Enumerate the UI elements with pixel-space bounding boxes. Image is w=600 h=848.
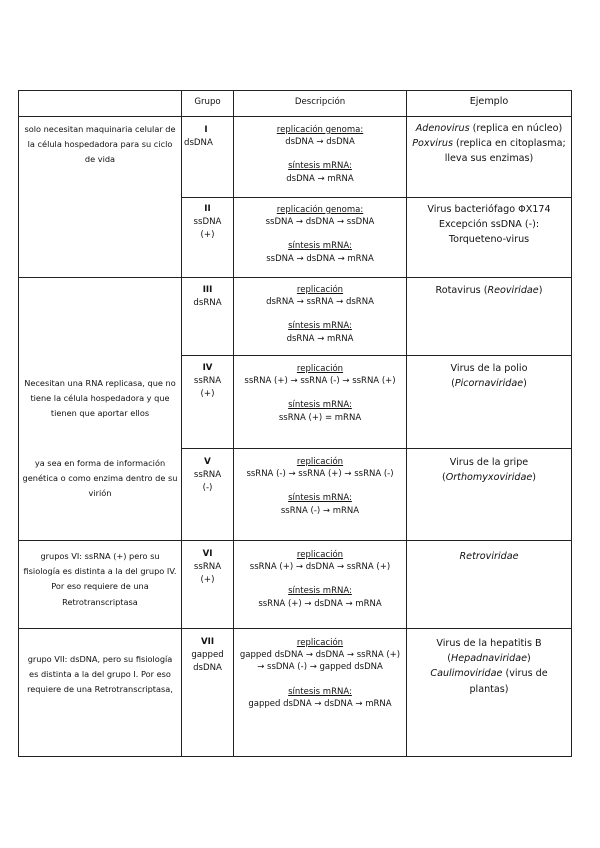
replication-title: replicación xyxy=(296,457,344,467)
mrna-synthesis-text: ssDNA → dsDNA → mRNA xyxy=(266,253,374,264)
group-sign: (+) xyxy=(200,389,215,399)
table-border-left xyxy=(18,90,19,757)
description-cell xyxy=(239,637,401,710)
replication-text: ssRNA (+) → ssRNA (-) → ssRNA (+) xyxy=(244,376,396,387)
example-text: ( xyxy=(451,378,455,390)
header-divider xyxy=(18,116,572,117)
example-italic: Retroviridae xyxy=(459,551,519,562)
example-cell xyxy=(410,455,568,485)
description-cell xyxy=(239,456,401,517)
replication-title: replicación genoma: xyxy=(276,125,364,135)
example-italic: Reoviridae xyxy=(487,285,539,296)
example-text: (virus de plantas) xyxy=(469,668,548,695)
example-italic: Hepadnaviridae xyxy=(451,653,527,665)
mrna-synthesis-title: síntesis mRNA: xyxy=(288,321,352,332)
example-cell xyxy=(410,636,568,697)
example-text: (replica en citoplasma; lleva sus enzimas) xyxy=(444,138,566,165)
mrna-synthesis-text: dsDNA → mRNA xyxy=(286,173,354,184)
group-cell xyxy=(182,456,233,495)
example-cell xyxy=(410,121,568,167)
replication-title: replicación xyxy=(296,638,344,648)
group-number: II xyxy=(204,204,211,214)
group-number: V xyxy=(204,457,211,467)
mrna-synthesis-text: gapped dsDNA → dsDNA → mRNA xyxy=(248,698,392,709)
mrna-synthesis-title: síntesis mRNA: xyxy=(288,686,352,697)
header-ejemplo: Ejemplo xyxy=(469,96,509,107)
example-text: ( xyxy=(447,653,452,665)
header-descripcion: Descripción xyxy=(294,97,346,107)
row-divider xyxy=(182,197,572,198)
group-cell xyxy=(182,284,233,310)
table-border-bottom xyxy=(18,756,572,757)
replication-title: replicación xyxy=(296,550,344,560)
replication-title: replicación genoma: xyxy=(276,205,364,215)
group-number: IV xyxy=(202,363,213,373)
group-number: I xyxy=(204,125,208,135)
mrna-synthesis-title: síntesis mRNA: xyxy=(288,586,352,597)
example-italic: Orthomyxoviridae xyxy=(445,472,533,484)
replication-text: dsDNA → dsDNA xyxy=(285,137,355,148)
description-cell xyxy=(234,204,406,265)
group-cell xyxy=(182,124,233,150)
example-cell: Virus bacteriófago ΦX174 Excepción ssDNA (-): Torqueteno-virus xyxy=(427,204,551,246)
replication-text: ssRNA (-) → ssRNA (+) → ssRNA (-) xyxy=(246,469,394,480)
replication-text: gapped dsDNA → dsDNA → ssRNA (+) → ssDNA (-) → gapped dsDNA xyxy=(239,650,401,673)
row-divider xyxy=(182,355,572,356)
column-divider xyxy=(406,90,407,757)
group-sign: dsDNA xyxy=(193,663,222,673)
example-text: ) xyxy=(523,378,527,390)
column-divider xyxy=(233,90,234,757)
example-text: ) xyxy=(532,472,537,484)
mrna-synthesis-title: síntesis mRNA: xyxy=(288,161,352,172)
row-divider xyxy=(18,628,572,629)
description-cell xyxy=(234,549,406,610)
group-cell xyxy=(182,548,233,587)
replication-text: ssRNA (+) → dsDNA → ssRNA (+) xyxy=(249,562,391,573)
group-type: ssRNA xyxy=(193,470,222,480)
table-border-top xyxy=(18,90,572,91)
group-type: ssRNA xyxy=(193,376,222,386)
group-cell xyxy=(182,203,233,242)
group-type: dsRNA xyxy=(193,298,222,308)
description-cell xyxy=(234,284,406,345)
example-text: Virus de la gripe xyxy=(449,457,529,468)
row-divider xyxy=(182,448,572,449)
group-type: gapped xyxy=(191,650,224,660)
example-cell xyxy=(410,283,568,298)
mrna-synthesis-title: síntesis mRNA: xyxy=(288,493,352,504)
example-text: ) xyxy=(526,653,531,665)
group-sign: (+) xyxy=(200,230,215,240)
group-type: ssDNA xyxy=(193,217,222,227)
example-text: ( xyxy=(441,472,446,484)
row-divider xyxy=(18,277,572,278)
note-rna-replicase: Necesitan una RNA replicasa, que no tiene la célula hospedadora y que tienen que aportar ellos xyxy=(24,378,176,419)
note-group-7: grupo VII: dsDNA, pero su fisiología es distinta a la del grupo I. Por eso requiere de una Retrotranscriptasa, xyxy=(27,654,173,695)
mrna-synthesis-text: ssRNA (-) → mRNA xyxy=(280,505,360,516)
description-cell xyxy=(234,124,406,185)
group-number: VI xyxy=(202,549,213,559)
header-grupo: Grupo xyxy=(194,97,221,107)
example-cell xyxy=(410,549,568,564)
group-number: VII xyxy=(200,637,215,647)
example-text: Virus de la hepatitis B xyxy=(436,638,542,649)
replication-text: ssDNA → dsDNA → ssDNA xyxy=(265,217,375,228)
example-text: Rotavirus ( xyxy=(435,285,488,296)
note-group-1-2: solo necesitan maquinaria celular de la célula hospedadora para su ciclo de vida xyxy=(24,124,176,165)
mrna-synthesis-title: síntesis mRNA: xyxy=(288,241,352,252)
mrna-synthesis-text: ssRNA (+) → dsDNA → mRNA xyxy=(258,598,382,609)
note-group-6: grupos VI: ssRNA (+) pero su fisiología es distinta a la del grupo IV. Por eso requiere de una Retrotranscriptasa xyxy=(23,551,177,607)
row-divider xyxy=(18,540,572,541)
table-border-right xyxy=(571,90,572,757)
group-type: ssRNA xyxy=(193,562,222,572)
example-italic: Poxvirus xyxy=(412,138,453,150)
group-sign: (-) xyxy=(202,483,213,493)
group-cell xyxy=(182,362,233,401)
virus-classification-table xyxy=(18,90,572,757)
group-sign: (+) xyxy=(200,575,215,585)
example-text: (replica en núcleo) xyxy=(469,123,563,134)
replication-text: dsRNA → ssRNA → dsRNA xyxy=(266,297,374,308)
replication-title: replicación xyxy=(296,285,344,295)
description-cell xyxy=(239,363,401,424)
example-italic: Caulimoviridae xyxy=(430,668,503,680)
group-type: dsDNA xyxy=(184,138,213,148)
example-italic: Picornaviridae xyxy=(454,378,524,390)
mrna-synthesis-title: síntesis mRNA: xyxy=(288,400,352,411)
mrna-synthesis-text: dsRNA → mRNA xyxy=(286,333,354,344)
example-italic: Adenovirus xyxy=(415,123,470,134)
example-text: Virus de la polio xyxy=(450,363,528,374)
example-cell xyxy=(410,361,568,391)
group-number: III xyxy=(202,285,213,295)
group-cell xyxy=(182,636,233,675)
replication-title: replicación xyxy=(296,364,344,374)
mrna-synthesis-text: ssRNA (+) = mRNA xyxy=(278,412,362,423)
note-rna-replicase-form: ya sea en forma de información genética o como enzima dentro de su virión xyxy=(22,458,178,499)
example-text: ) xyxy=(538,285,543,296)
